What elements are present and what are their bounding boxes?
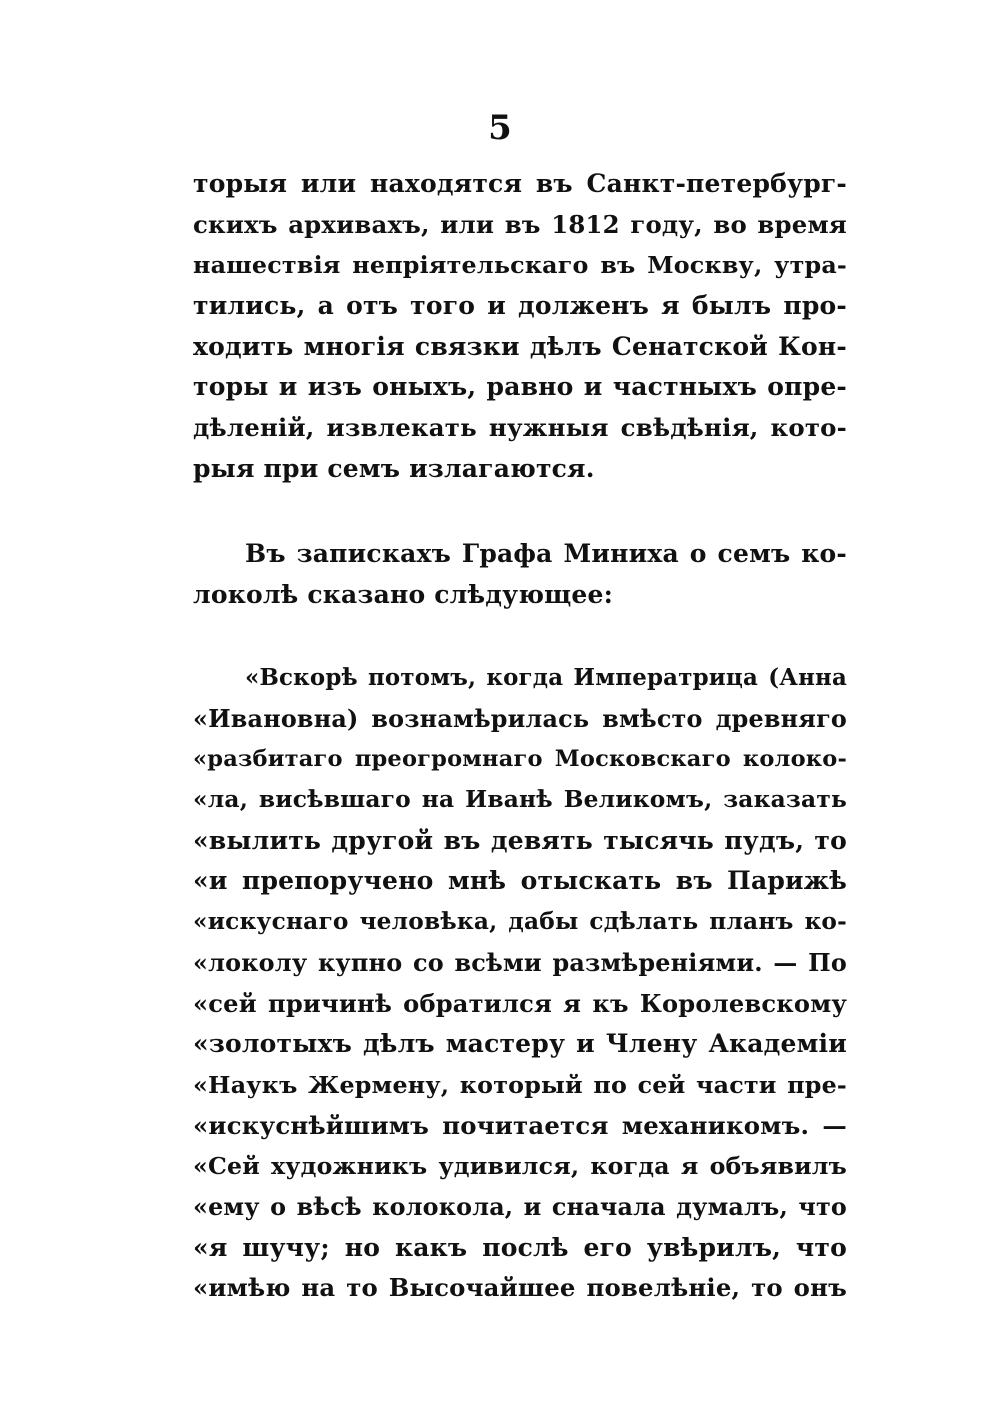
text-line: торыя или находятся въ Санкт-петербург- (193, 169, 847, 198)
text-line: торы и изъ оныхъ, равно и частныхъ опре- (193, 372, 847, 402)
text-line: «вылить другой въ девять тысячь пудъ, то (193, 825, 847, 855)
page-number: 5 (488, 108, 512, 148)
paragraph-2 (193, 534, 847, 615)
text-line: «и препоручено мнѣ отыскать въ Парижѣ (193, 866, 847, 896)
text-line: «Сей художникъ удивился, когда я объявилъ (193, 1152, 847, 1181)
text-line: «ла, висѣвшаго на Иванѣ Великомъ, заказать (193, 786, 847, 814)
text-line: тились, а отъ того и долженъ я былъ про- (193, 291, 847, 321)
text-line: ходить многія связки дѣлъ Сенатской Кон- (193, 331, 847, 361)
paragraph-1 (193, 164, 847, 490)
text-line: нашествія непріятельскаго въ Москву, утра- (193, 251, 847, 280)
text-line: «Вскорѣ потомъ, когда Императрица (Анна (245, 665, 847, 691)
text-line: рыя при семъ излагаются. (193, 453, 595, 483)
text-line: «локолу купно со всѣми размѣреніями. — По (193, 948, 847, 977)
text-line: «я шучу; но какъ послѣ его увѣрилъ, что (193, 1232, 847, 1262)
text-line: дѣленій, извлекать нужныя свѣдѣнія, кото- (193, 413, 847, 443)
text-line: «разбитаго преогромнаго Московскаго колоко- (193, 746, 847, 773)
text-line: Въ запискахъ Графа Миниха о семъ ко- (245, 539, 847, 568)
text-line: «имѣю на то Высочайшее повелѣніе, то онъ (193, 1273, 847, 1303)
text-line: «сей причинѣ обратился я къ Королевскому (193, 988, 847, 1018)
text-line: локолѣ сказано слѣдующее: (193, 579, 614, 609)
text-line: «искуснѣйшимъ почитается механикомъ. — (193, 1110, 847, 1140)
paragraph-3-quotation (193, 658, 847, 1309)
text-line: «искуснаго человѣка, дабы сдѣлать планъ ко- (193, 908, 847, 936)
text-line: «Ивановна) вознамѣрилась вмѣсто древняго (193, 704, 847, 733)
text-line: скихъ архивахъ, или въ 1812 году, во время (193, 209, 847, 239)
text-line: «Наукъ Жермену, который по сей части пре- (193, 1070, 847, 1099)
text-line: «ему о вѣсѣ колокола, и сначала думалъ, что (193, 1192, 847, 1221)
text-line: «золотыхъ дѣлъ мастеру и Члену Академіи (193, 1029, 847, 1059)
